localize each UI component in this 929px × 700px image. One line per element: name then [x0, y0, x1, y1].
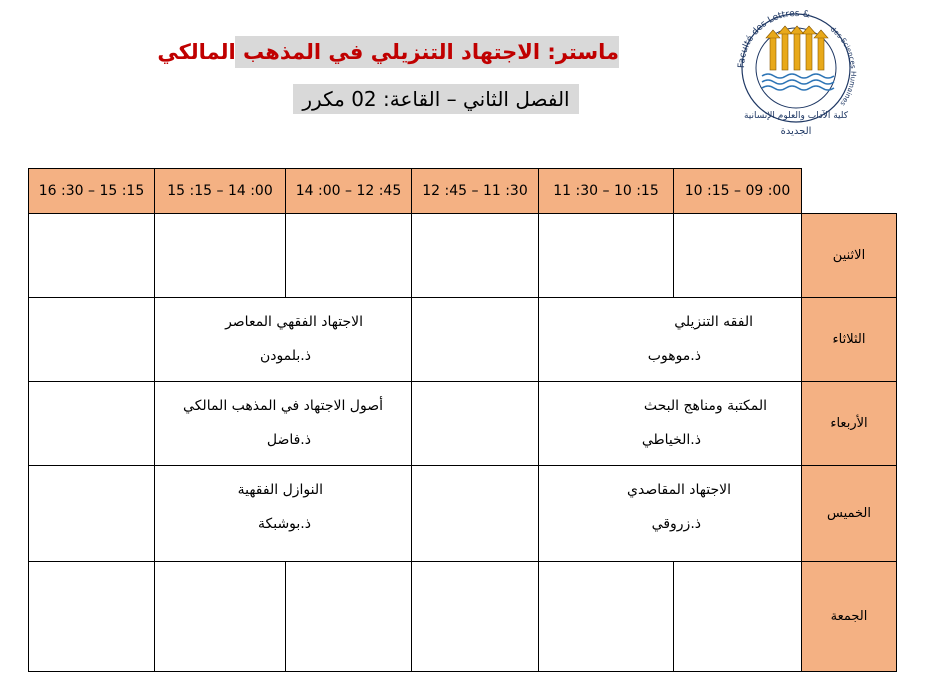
day-label: الأربعاء — [802, 382, 897, 466]
professor-name: ذ.الخياطي — [641, 432, 701, 448]
empty-cell — [674, 562, 802, 672]
day-label: الخميس — [802, 466, 897, 562]
day-row-friday — [29, 562, 897, 672]
time-slot: 11 :30 – 10 :15 — [539, 169, 674, 214]
professor-name: ذ.فاضل — [266, 432, 311, 448]
empty-cell — [412, 214, 539, 298]
day-row-tuesday — [29, 298, 897, 382]
day-row-thursday — [29, 466, 897, 562]
day-label: الجمعة — [802, 562, 897, 672]
day-row-monday — [29, 214, 897, 298]
course-name: الفقه التنزيلي — [674, 314, 753, 330]
empty-cell — [155, 214, 286, 298]
empty-cell — [155, 562, 286, 672]
day-label: الثلاثاء — [802, 298, 897, 382]
logo-text-side: des Sciences Humaines — [828, 25, 858, 108]
empty-cell — [286, 562, 412, 672]
course-name: النوازل الفقهية — [237, 482, 323, 498]
empty-cell — [412, 298, 539, 382]
time-slot: 14 :00 – 12 :45 — [286, 169, 412, 214]
course-name: المكتبة ومناهج البحث — [643, 398, 767, 414]
program-title: ماستر: الاجتهاد التنزيلي في المذهب المالكي — [235, 36, 619, 68]
empty-cell — [29, 214, 155, 298]
day-row-wednesday — [29, 382, 897, 466]
time-slot: 10 :15 – 09 :00 — [674, 169, 802, 214]
empty-cell — [412, 562, 539, 672]
semester-room-subtitle: الفصل الثاني – القاعة: 02 مكرر — [293, 84, 579, 114]
professor-name: ذ.بلمودن — [259, 348, 311, 364]
logo-text-arabic: كلية الآداب والعلوم الإنسانية — [743, 111, 849, 121]
timetable — [28, 168, 897, 672]
empty-cell — [539, 214, 674, 298]
time-slot: 16 :30 – 15 :15 — [29, 169, 155, 214]
empty-cell — [29, 382, 155, 466]
time-slot: 12 :45 – 11 :30 — [412, 169, 539, 214]
logo-text-top: Faculté des Lettres & — [736, 8, 811, 69]
course-cell — [155, 466, 412, 562]
course-name: الاجتهاد الفقهي المعاصر — [225, 314, 363, 330]
corner-empty — [802, 169, 897, 214]
professor-name: ذ.بوشبكة — [257, 516, 311, 532]
course-cell — [155, 382, 412, 466]
time-slot: 15 :15 – 14 :00 — [155, 169, 286, 214]
empty-cell — [29, 562, 155, 672]
empty-cell — [412, 466, 539, 562]
empty-cell — [29, 466, 155, 562]
logo-text-city: الجديدة — [780, 126, 812, 137]
empty-cell — [29, 298, 155, 382]
course-cell — [539, 382, 802, 466]
empty-cell — [412, 382, 539, 466]
professor-name: ذ.موهوب — [647, 348, 701, 364]
course-cell — [539, 298, 802, 382]
empty-cell — [286, 214, 412, 298]
course-name: أصول الاجتهاد في المذهب المالكي — [183, 398, 383, 414]
empty-cell — [539, 562, 674, 672]
day-label: الاثنين — [802, 214, 897, 298]
faculty-logo — [730, 4, 860, 144]
professor-name: ذ.زروقي — [651, 516, 701, 532]
course-cell — [539, 466, 802, 562]
course-name: الاجتهاد المقاصدي — [627, 482, 731, 498]
time-header-row — [29, 169, 897, 214]
course-cell — [155, 298, 412, 382]
empty-cell — [674, 214, 802, 298]
